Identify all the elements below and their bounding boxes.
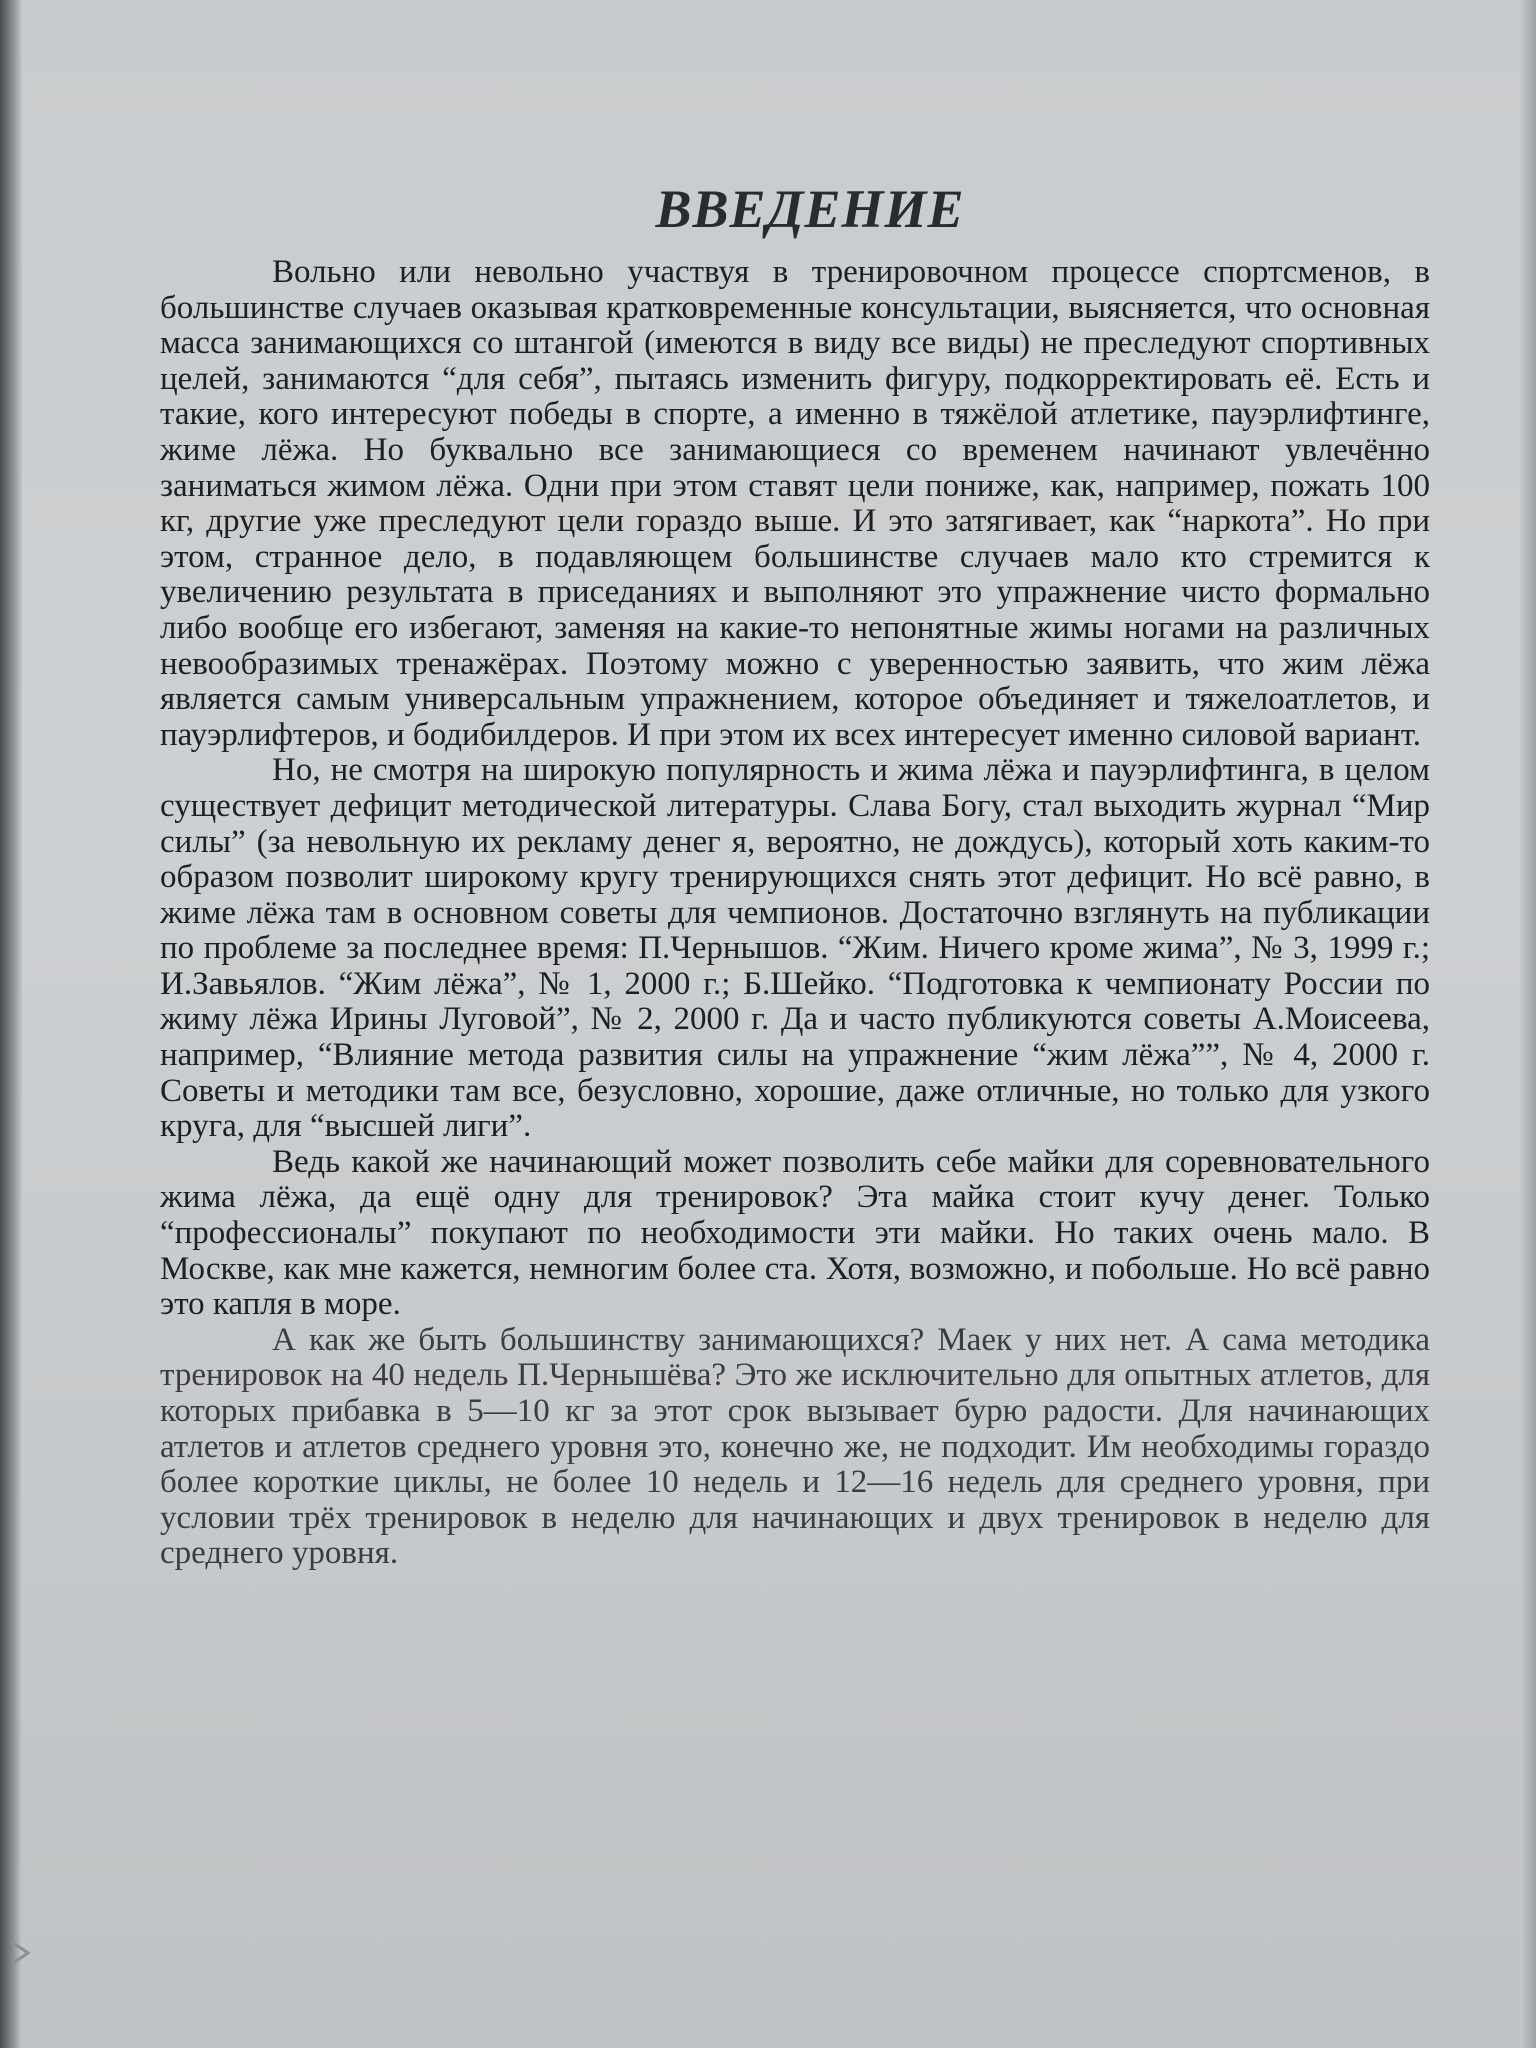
paragraph-2: Но, не смотря на широкую популярность и жима лёжа и пауэрлифтинга, в целом существует дефицит методической литературы. Слава Богу, стал выходить журнал “Мир силы” (за невольную их рекламу денег я, вероятно, не дождусь), который хоть каким-то образом позволит широкому кругу тренирующихся снять этот дефицит. Но всё равно, в жиме лёжа там в основном советы для чемпионов. Достаточно взглянуть на публикации по проблеме за последнее время: П.Чернышов. “Жим. Ничего кроме жима”, № 3, 1999 г.; И.Завьялов. “Жим лёжа”, № 1, 2000 г.; Б.Шейко. “Подготовка к чемпионату России по жиму лёжа Ирины Луговой”, № 2, 2000 г. Да и часто публикуются советы А.Моисеева, например, “Влияние метода развития силы на упражнение “жим лёжа””, № 4, 2000 г. Советы и методики там все, безусловно, хорошие, даже отличные, но только для узкого круга, для “высшей лиги”. [160,752,1430,1145]
paragraph-1: Вольно или невольно участвуя в тренировочном процессе спортсменов, в большинстве случаев оказывая кратковременные консультации, выясняется, что основная масса занимающихся со штангой (имеются в виду все виды) не преследуют спортивных целей, занимаются “для себя”, пытаясь изменить фигуру, подкорректировать её. Есть и такие, кого интересуют победы в спорте, а именно в тяжёлой атлетике, пауэрлифтинге, жиме лёжа. Но буквально все занимающиеся со временем начинают увлечённо заниматься жимом лёжа. Одни при этом ставят цели пониже, как, например, пожать 100 кг, другие уже преследуют цели гораздо выше. И это затягивает, как “наркота”. Но при этом, странное дело, в подавляющем большинстве случаев мало кто стремится к увеличению результата в приседаниях и выполняют это упражнение чисто формально либо вообще его избегают, заменяя на какие-то непонятные жимы ногами на различных невообразимых тренажёрах. Поэтому можно с уверенностью заявить, что жим лёжа является самым универсальным упражнением, которое объединяет и тяжелоатлетов, и пауэрлифтеров, и бодибилдеров. И при этом их всех интересует именно силовой вариант. [160,254,1430,753]
paragraph-3: Ведь какой же начинающий может позволить себе майки для соревновательного жима лёжа, да ещё одну для тренировок? Эта майка стоит кучу денег. Только “профессионалы” покупают по необходимости эти майки. Но таких очень мало. В Москве, как мне кажется, немногим более ста. Хотя, возможно, и побольше. Но всё равно это капля в море. [160,1143,1430,1323]
page-edge-shadow [1520,0,1536,2048]
paragraph-4: А как же быть большинству занимающихся? Маек у них нет. А сама методика тренировок на 40 недель П.Чернышёва? Это же исключительно для опытных атлетов, для которых прибавка в 5—10 кг за этот срок вызывает бурю радости. Для начинающих атлетов и атлетов среднего уровня это, конечно же, не подходит. Им необходимы гораздо более короткие циклы, не более 10 недель и 12—16 недель для среднего уровня, при условии трёх тренировок в неделю для начинающих и двух тренировок в неделю для среднего уровня. [160,1321,1430,1572]
page-title: ВВЕДЕНИЕ [655,179,965,239]
body-text [160,255,1430,1572]
page-corner-fold-icon [8,1938,38,1968]
book-spine-shadow [0,0,22,2048]
